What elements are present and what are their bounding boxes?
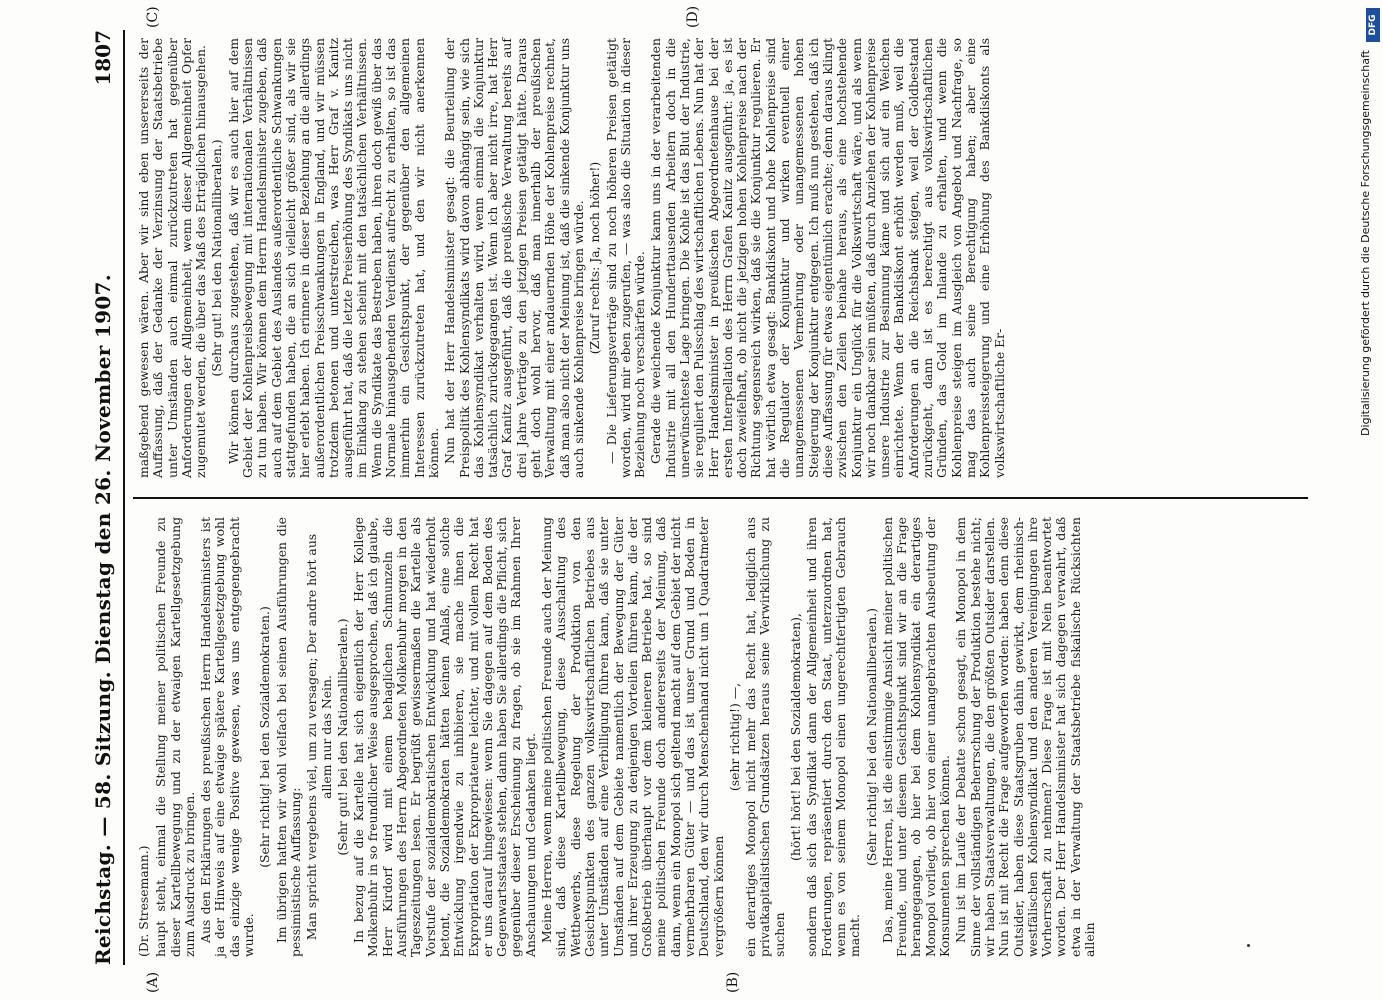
- dfg-logo: [1366, 8, 1380, 42]
- interjection: (Sehr richtig! bei den Sozialdemokraten.): [257, 606, 273, 868]
- margin-marker-d: (D): [685, 5, 701, 28]
- paragraph: ein derartiges Monopol nicht mehr das Recht hat, lediglich aus privatkapitalistischen Grundsätzen heraus seine Verwirklichung zu suchen: [743, 517, 787, 957]
- interjection: (Sehr gut! bei den Nationalliberalen.): [209, 139, 225, 377]
- scan-speck: [1247, 944, 1250, 947]
- paragraph: — Die Lieferungsverträge sind zu noch höheren Preisen getätigt worden, wird mir eben zugerufen, — was also die Situation in dieser Beziehung noch verschärfen würde.: [603, 38, 648, 478]
- column-divider: [133, 497, 1308, 499]
- interjection: (Zuruf rechts: Ja, noch höher!): [587, 161, 603, 355]
- paragraph: Im übrigen hatten wir wohl vielfach bei seinen Ausführungen die pessimistische Auffassung:: [273, 517, 303, 957]
- margin-marker-c: (C): [145, 6, 161, 28]
- paragraph: haupt steht, einmal die Stellung meiner politischen Freunde zu dieser Kartellbewegung und zu der etwaigen Kartellgesetzgebung zum Ausdruck zu bringen.: [153, 517, 197, 957]
- digitization-strip: [1355, 10, 1377, 990]
- dfg-logo-text: DFG: [1368, 14, 1378, 36]
- interjection: (sehr richtig!) —,: [726, 682, 742, 792]
- running-head: Reichstag. — 58. Sitzung. Dienstag den 26. November 1907.: [91, 273, 115, 965]
- digitization-note: Digitalisierung gefördert durch die Deutsche Forschungsgemeinschaft: [1359, 50, 1372, 436]
- paragraph: Nun hat der Herr Handelsminister gesagt: die Beurteilung der Preispolitik des Kohlensyndikats wird davon abhängig sein, wie sich das Kohlensyndikat verhalten wird, wenn einmal die Konjunktur tatsächlich zurückgegangen ist. Wenn ich aber nicht irre, hat Herr Graf Kanitz ausgeführt, daß die preußische Verwaltung bereits auf drei Jahre Verträge zu den jetzigen Preisen getätigt hätte. Daraus geht doch wohl hervor, daß man innerhalb der preußischen Verwaltung mit einer andauernden Höhe der Kohlenpreise rechnet, daß man also nicht der Meinung ist, daß die sinkende Konjunktur uns auch sinkende Kohlenpreise bringen würde.: [442, 38, 586, 478]
- paragraph: Meine Herren, wenn meine politischen Freunde auch der Meinung sind, daß diese Kartellbewegung, diese Ausschaltung des Wettbewerbs, diese Regelung der Produktion von den Gesichtspunkten des ganzen volkswirtschaftlichen Betriebes aus unter Umständen auf eine Verbilligung führen kann, daß sie unter Umständen auf dem Gebiete namentlich der Bewegung der Güter und ihrer Erzeugung zu denjenigen Vorteilen führen kann, die der Großbetrieb überhaupt vor dem kleineren Betriebe hat, so sind meine politischen Freunde doch andererseits der Meinung, daß dann, wenn ein Monopol sich geltend macht auf dem Gebiet der nicht vermehrbaren Güter — und das ist unser Grund und Boden in Deutschland, den wir durch Menschenhand nicht um 1 Quadratmeter vergrößern können: [539, 517, 726, 957]
- margin-marker-b: (B): [725, 971, 741, 993]
- paragraph: Nun ist im Laufe der Debatte schon gesagt, ein Monopol in dem Sinne der vollständigen Beherrschung der Produktion bestehe nicht; wir haben Staatsverwaltungen, die den größten Outsider darstellen. Nun ist mit Recht die Frage aufgeworfen worden: haben denn diese Outsider, haben diese Staatsgruben dahin gewirkt, dem rheinisch-westfälischen Kohlensyndikat und den anderen Vereinigungen ihre Vorherrschaft zu nehmen? Diese Frage ist mit Nein beantwortet worden. Der Herr Handelsminister hat sich dagegen verwahrt, daß etwa in der Verwaltung der Staatsbetriebe fiskalische Rücksichten allein: [953, 517, 1097, 957]
- paragraph: Wir können durchaus zugestehen, daß wir es auch hier auf dem Gebiet der Kohlenpreisbewegung mit internationalen Verhältnissen zu tun haben. Wir können dem Herrn Handelsminister zugeben, daß auch auf dem Gebiet des Auslandes außerordentliche Schwankungen stattgefunden haben, die an sich vielleicht größer sind, als wir sie hier erlebt haben. Ich erinnere in dieser Beziehung an die allerdings außerordentlichen Preisschwankungen in England, und wir müssen trotzdem betonen und unterstreichen, was Herr Graf v. Kanitz ausgeführt hat, daß die letzte Preiserhöhung des Syndikats uns nicht im Einklang zu stehen scheint mit den tatsächlichen Verhältnissen. Wenn die Syndikate das Bestreben haben, ihren doch gewiß über das Normale hinausgehenden Verdienst aufrecht zu erhalten, so ist das immerhin ein Gesichtspunkt, der gegenüber den allgemeinen Interessen zurückzutreten hat, und den wir nicht anerkennen können.: [225, 38, 441, 478]
- margin-marker-a: (A): [145, 971, 161, 993]
- page-number: 1807: [91, 30, 115, 86]
- paragraph: In bezug auf die Kartelle hat sich eigentlich der Herr Kollege Molkenbuhr in so freundlicher Weise ausgesprochen, daß ich glaube, Herr Kirdorf wird mit einem behaglichen Schmunzeln die Ausführungen des Herrn Abgeordneten Molkenbuhr morgen in den Tageszeitungen lesen. Er begrüßt gewissermaßen die Kartelle als Vorstufe der sozialdemokratischen Entwicklung und hat wiederholt betont, die Sozialdemokraten hätten keinen Anlaß, eine solche Entwicklung irgendwie zu inhibieren, sie mache ihnen die Expropriation der Expropriateure leichter, und mit vollem Recht hat er uns darauf hingewiesen: wenn Sie dagegen auf dem Boden des Gegenwartsstaates stehen, dann haben Sie allerdings die Pflicht, sich gegenüber dieser Erscheinung zu fragen, ob sie im Rahmen Ihrer Anschauungen und Gedanken liegt.: [351, 517, 538, 957]
- interjection: (Sehr richtig! bei den Nationalliberalen.): [863, 608, 879, 866]
- rotated-printed-page: [85, 5, 1315, 993]
- interjection: (Sehr gut! bei den Nationalliberalen.): [334, 618, 350, 856]
- paragraph: Gerade die weichende Konjunktur kann uns in der verarbeitenden Industrie mit all den Hunderttausenden Arbeitern doch in die unerwünschteste Lage bringen. Die Kohle ist das Blut der Industrie, sie reguliert den Pulsschlag des wirtschaftlichen Lebens. Nun hat der Herr Handelsminister in preußischen Abgeordnetenhause bei der ersten Interpellation des Herrn Grafen Kanitz ausgeführt: ja, es ist doch zweifelhaft, ob nicht die jetzigen hohen Kohlenpreise nach der Richtung segensreich wirken, daß sie die Konjunktur regulieren. Er hat wörtlich etwa gesagt: Bankdiskont und hohe Kohlenpreise sind die Regulator der Konjunktur und wirken eventuell einer unangemessenen Vermehrung oder unangemessenen hohen Steigerung der Konjunktur entgegen. Ich muß nun gestehen, daß ich diese Auffassung für etwas eigentümlich erachte; denn daraus klingt zwischen den Zeilen beinahe heraus, als eine hochstehende Konjunktur ein Unglück für die Volkswirtschaft wäre, und als wenn wir noch dankbar sein müßten, daß durch Anziehen der Kohlenpreise unsere Industrie zur Besinnung käme und sich auf ein Weichen einrichtete. Wenn der Bankdiskont erhöht werden muß, weil die Anforderungen an die Reichsbank steigen, weil der Goldbestand zurückgeht, dann ist es berechtigt aus volkswirtschaftlichen Gründen, das Gold im Inlande zu erhalten, und wenn die Kohlenpreise steigen im Ausgleich von Angebot und Nachfrage, so mag das auch seine Berechtigung haben; aber eine Kohlenpreissteigerung und eine Erhöhung des Bankdiskonts als volkswirtschaftliche Er-: [648, 38, 1007, 478]
- speaker-label: (Dr. Stresemann.): [136, 845, 151, 957]
- quote: Man spricht vergebens viel, um zu versagen; Der andre hört aus allem nur das Nein.: [304, 533, 334, 941]
- paragraph: maßgebend gewesen wären. Aber wir sind eben unsererseits der Auffassung, daß der Gedanke der Verzinsung der Staatsbetriebe unter Umständen auch einmal zurückzutreten hat gegenüber Anforderungen der Allgemeinheit, wenn dieser Allgemeinheit Opfer zugemutet werden, die über das Maß des Erträglichen hinausgehen.: [136, 38, 209, 478]
- left-column: [137, 517, 1099, 957]
- paragraph: sondern daß sich das Syndikat dann der Allgemeinheit und ihren Forderungen, repräsentiert durch den Staat, unterzuordnen hat, wenn es von seinem Monopol einen ungerechtfertigten Gebrauch macht.: [804, 517, 863, 957]
- header-rule: [123, 30, 125, 965]
- page-header: [85, 30, 125, 965]
- interjection: (hört! hört! bei den Sozialdemokraten),: [788, 613, 804, 861]
- right-column: [137, 38, 1009, 478]
- paragraph: Aus den Erklärungen des preußischen Herrn Handelsministers ist ja der Hinweis auf eine etwaige spätere Kartellgesetzgebung wohl das einzige wenige Positive gewesen, was uns entgegengebracht wurde.: [198, 517, 257, 957]
- paragraph: Das, meine Herren, ist die einstimmige Ansicht meiner politischen Freunde, und unter diesem Gesichtspunkt sind wir an die Frage herangegangen, ob hier bei dem Kohlensyndikat ein derartiges Monopol vorliegt, ob hier von einer unangebrachten Ausbeutung der Konsumenten sprechen können.: [879, 517, 953, 957]
